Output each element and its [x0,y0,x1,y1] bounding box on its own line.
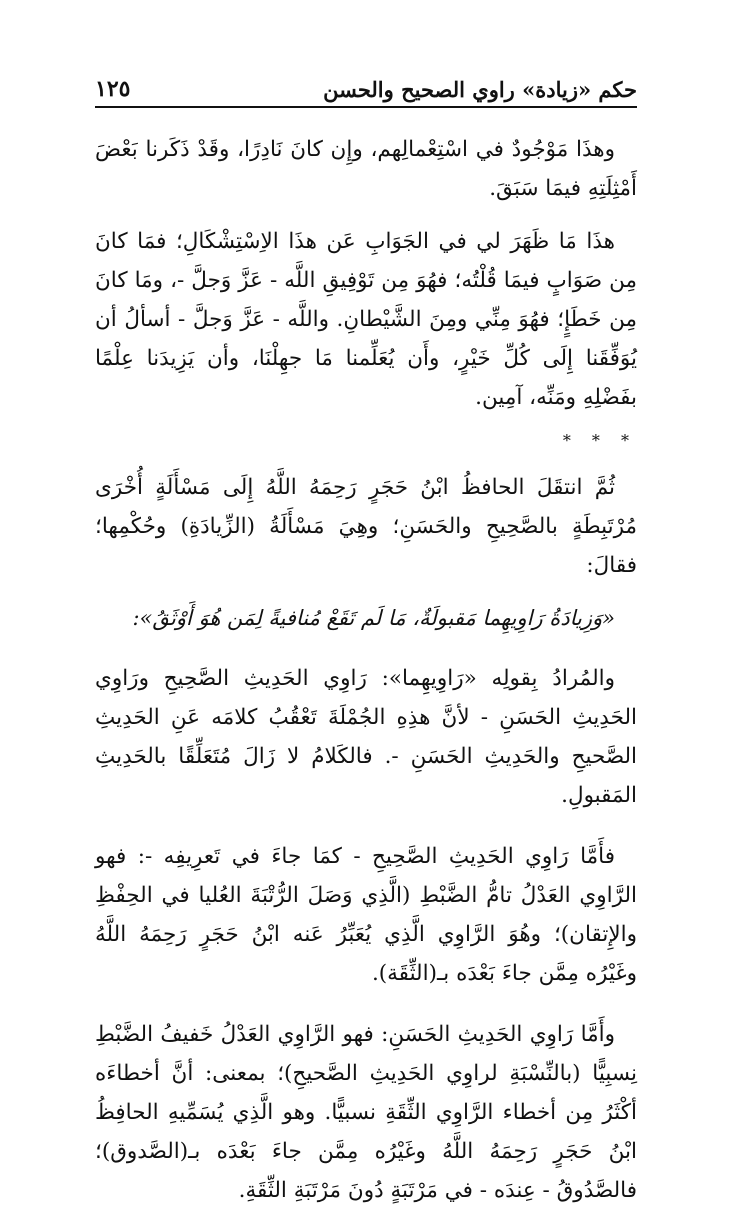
paragraph-6: وأَمَّا رَاوِي الحَدِيثِ الحَسَنِ: فهو الرَّاوِي العَدْلُ خَفيفُ الضَّبْطِ نِسبِيًّا (بالنِّسْبَةِ لراوِي الحَدِيثِ الصَّحيحِ)؛ بمعنى: أنَّ أخطاءَه أكْثَرُ مِن أخطاء الرَّاوِي الثِّقَةِ نسبيًّا. وهو الَّذِي يُسَمِّيهِ الحافِظُ ابْنُ حَجَرٍ رَحِمَهُ اللَّهُ وغَيْرُه مِمَّن جاءَ بَعْدَه بـ(الصَّدوق)؛ فالصَّدُوقُ - عِندَه - في مَرْتَبَةٍ دُونَ مَرْتَبَةِ الثِّقَةِ. [95,1022,637,1203]
paragraph-5: فأَمَّا رَاوِي الحَدِيثِ الصَّحِيحِ - كمَا جاءَ في تَعرِيفِه -: فهو الرَّاوِي العَدْلُ تامُّ الضَّبْطِ (الَّذِي وَصَلَ الرُّتْبَةَ العُليا في الحِفْظِ والإِتقان)؛ وهُوَ الرَّاوِي الَّذِي يُعَبِّرُ عَنه ابْنُ حَجَرٍ رَحِمَهُ اللَّهُ وغَيْرُه مِمَّن جاءَ بَعْدَه بـ(الثِّقَة). [95,844,637,986]
page-number: ١٢٥ [95,76,131,102]
paragraph-3: ثُمَّ انتقَلَ الحافظُ ابْنُ حَجَرٍ رَحِمَهُ اللَّهُ إِلَى مَسْأَلَةٍ أُخْرَى مُرْتَبِطَةٍ بالصَّحِيحِ والحَسَنِ؛ وهِيَ مَسْأَلَةُ (الزِّيادَةِ) وحُكْمِها؛ فقالَ: [95,475,637,578]
page-header [95,72,637,108]
section-separator: * * * [562,431,637,450]
paragraph-4: والمُرادُ بِقولِه «رَاوِيهِما»: رَاوِي الحَدِيثِ الصَّحِيحِ ورَاوِي الحَدِيثِ الحَسَنِ - لأنَّ هذِهِ الجُمْلَةَ تَعْقُبُ كلامَه عَنِ الحَدِيثِ الصَّحيحِ والحَدِيثِ الحَسَنِ -. فالكَلامُ لا زَالَ مُتَعَلِّقًا بالحَدِيثِ المَقبولِ. [95,666,637,808]
page-body [95,130,637,1232]
running-title: حكم «زيادة» راوي الصحيح والحسن [323,76,637,102]
paragraph-1: وهذَا مَوْجُودٌ في اسْتِعْمالِهم، وإِن كانَ نَادِرًا، وقَدْ ذَكَرنا بَعْضَ أَمْثِلَتِهِ فيمَا سَبَقَ. [95,137,637,201]
paragraph-2: هذَا مَا ظَهَرَ لي في الجَوَابِ عَن هذَا الاِسْتِشْكَالِ؛ فمَا كانَ مِن صَوَابٍ فيمَا قُلْتُه؛ فهُوَ مِن تَوْفِيقِ اللَّه - عَزَّ وَجلَّ -، ومَا كانَ مِن خَطَإٍ؛ فهُوَ مِنِّي ومِنَ الشَّيْطانِ. واللَّه - عَزَّ وَجلَّ - أسألُ أن يُوَفِّقَنا إِلَى كُلِّ خَيْرٍ، وأَن يُعَلِّمنا مَا جهِلْنَا، وأن يَزِيدَنا عِلْمًا بفَضْلِهِ ومَنِّه، آمِين. [95,229,637,410]
matn-quote: «وَزِيادَةُ رَاوِيهِما مَقبولَةٌ، مَا لَم تَقَعْ مُنافيةً لِمَن هُوَ أَوْثَقُ»: [132,606,615,630]
